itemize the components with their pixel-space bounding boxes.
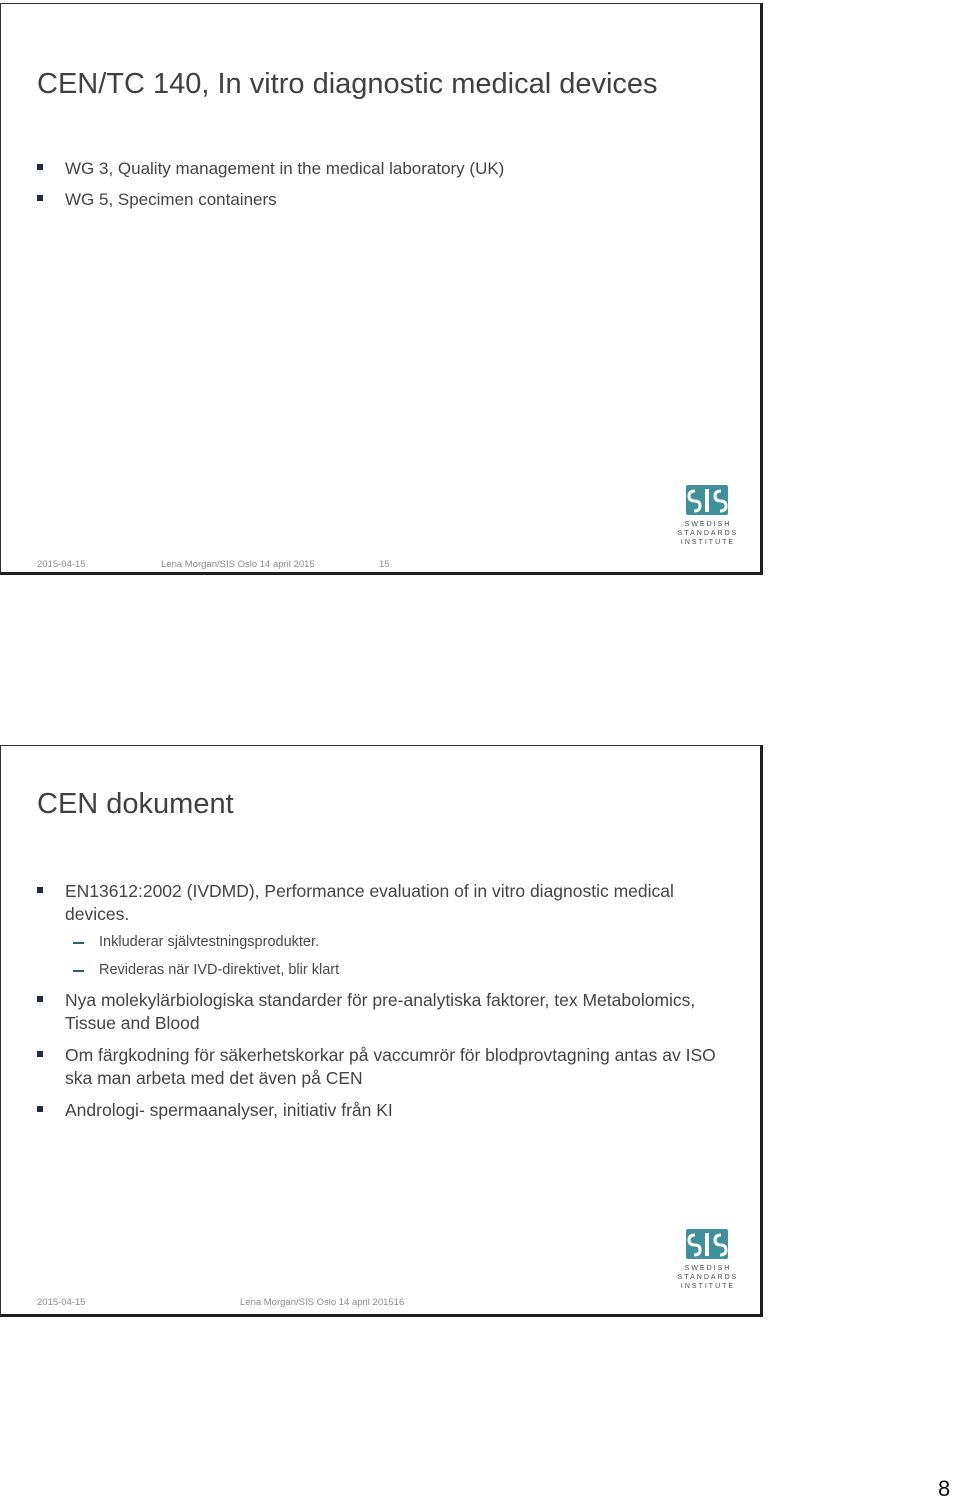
- square-bullet-icon: [37, 1051, 43, 1057]
- logo-line-2: STANDARDS: [677, 530, 739, 537]
- bullet-item: [37, 157, 737, 180]
- footer-author: Lena Morgan/SIS Oslo 14 april 2015: [161, 559, 315, 570]
- sub-bullet-text: Revideras när IVD-direktivet, blir klart: [99, 962, 340, 978]
- square-bullet-icon: [37, 887, 43, 893]
- square-bullet-icon: [37, 164, 43, 170]
- slide-2: [0, 745, 763, 1317]
- slide-1: [0, 3, 763, 575]
- sub-bullet-text: Inkluderar självtestningsprodukter.: [99, 934, 320, 950]
- footer-author-page: Lena Morgan/SIS Oslo 14 april 201516: [240, 1297, 405, 1308]
- logo-line-2: STANDARDS: [677, 1274, 739, 1281]
- footer-date: 2015-04-15: [37, 1297, 86, 1308]
- bullet-item: [37, 989, 737, 1035]
- bullet-item: [37, 1044, 737, 1090]
- sub-bullet-item: [65, 932, 737, 952]
- dash-bullet-icon: [73, 970, 84, 972]
- square-bullet-icon: [37, 195, 43, 201]
- dash-bullet-icon: [73, 942, 84, 944]
- bullet-text: Nya molekylärbiologiska standarder för pre-analytiska faktorer, tex Metabolomics, Tissue and Blood: [65, 990, 696, 1033]
- logo-line-1: SWEDISH: [684, 521, 732, 528]
- sis-logo-icon: [677, 482, 739, 548]
- bullet-text: EN13612:2002 (IVDMD), Performance evaluation of in vitro diagnostic medical devices.: [65, 881, 674, 924]
- bullet-text: Andrologi- spermaanalyser, initiativ från KI: [65, 1100, 393, 1120]
- logo-line-1: SWEDISH: [684, 1265, 732, 1272]
- square-bullet-icon: [37, 996, 43, 1002]
- slide-title: CEN dokument: [37, 788, 234, 820]
- bullet-text: WG 5, Specimen containers: [65, 190, 277, 209]
- logo-line-3: INSTITUTE: [680, 539, 736, 546]
- sub-bullet-item: [65, 960, 737, 980]
- bullet-item: [37, 880, 737, 980]
- bullet-text: Om färgkodning för säkerhetskorkar på vaccumrör för blodprovtagning antas av ISO ska man arbeta med det även på CEN: [65, 1045, 716, 1088]
- footer-date: 2015-04-15: [37, 559, 86, 570]
- footer-page-number: 15: [379, 559, 390, 570]
- square-bullet-icon: [37, 1106, 43, 1112]
- logo-line-3: INSTITUTE: [680, 1283, 736, 1290]
- bullet-list: [37, 880, 737, 1131]
- bullet-item: [37, 188, 737, 211]
- bullet-list: [37, 157, 737, 219]
- bullet-text: WG 3, Quality management in the medical laboratory (UK): [65, 159, 505, 178]
- slide-title: CEN/TC 140, In vitro diagnostic medical devices: [37, 68, 658, 100]
- sis-logo-icon: [677, 1226, 739, 1292]
- sheet-page-number: 8: [938, 1476, 951, 1501]
- bullet-item: [37, 1099, 737, 1122]
- sub-bullet-list: [65, 932, 737, 980]
